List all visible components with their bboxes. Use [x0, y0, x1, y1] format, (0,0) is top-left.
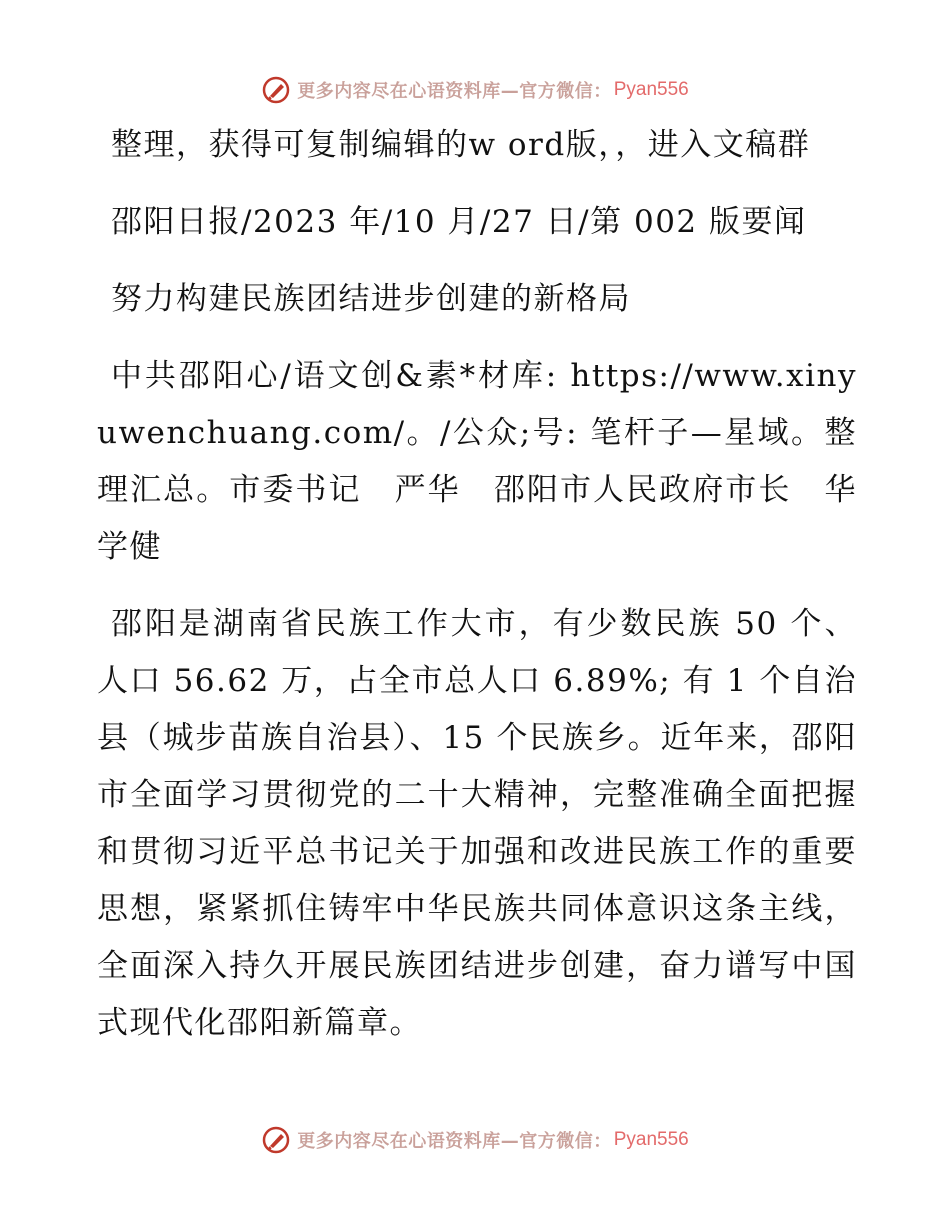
paragraph-authors: 中共邵阳心/语文创&素*材库: https://www.xinyuwenchuang.com/。/公众;号: 笔杆子—星域。整理汇总。市委书记 严华 邵阳市人民政府市长 华学健 — [97, 358, 857, 565]
banner-main-text: 更多内容尽在心语资料库—官方微信： — [297, 81, 612, 102]
pen-logo-icon — [261, 75, 291, 105]
paragraph-source-line: 邵阳日报/2023 年/10 月/27 日/第 002 版要闻 — [111, 204, 807, 240]
article-title: 努力构建民族团结进步创建的新格局 — [111, 281, 631, 317]
banner-main-text: 更多内容尽在心语资料库—官方微信： — [297, 1131, 612, 1152]
header-watermark-banner — [0, 72, 950, 108]
footer-watermark-banner — [0, 1122, 950, 1158]
paragraph-body-intro: 邵阳是湖南省民族工作大市，有少数民族 50 个、人口 56.62 万，占全市总人口 6.89%; 有 1 个自治县（城步苗族自治县）、15 个民族乡。近年来，邵阳市全面学习贯彻党的二十大精神，完整准确全面把握和贯彻习近平总书记关于加强和改进民族工作的重要思想，紧紧抓住铸牢中华民族共同体意识这条主线，全面深入持久开展民族团结进步创建，奋力谱写中国式现代化邵阳新篇章。 — [97, 606, 857, 1041]
pen-logo-icon — [261, 1125, 291, 1155]
paragraph-notice: 整理，获得可复制编辑的w ord版，，进入文稿群 — [111, 127, 811, 163]
banner-wechat-handle: Pyan556 — [613, 79, 689, 100]
banner-wechat-handle: Pyan556 — [613, 1129, 689, 1150]
document-body — [97, 117, 857, 1072]
